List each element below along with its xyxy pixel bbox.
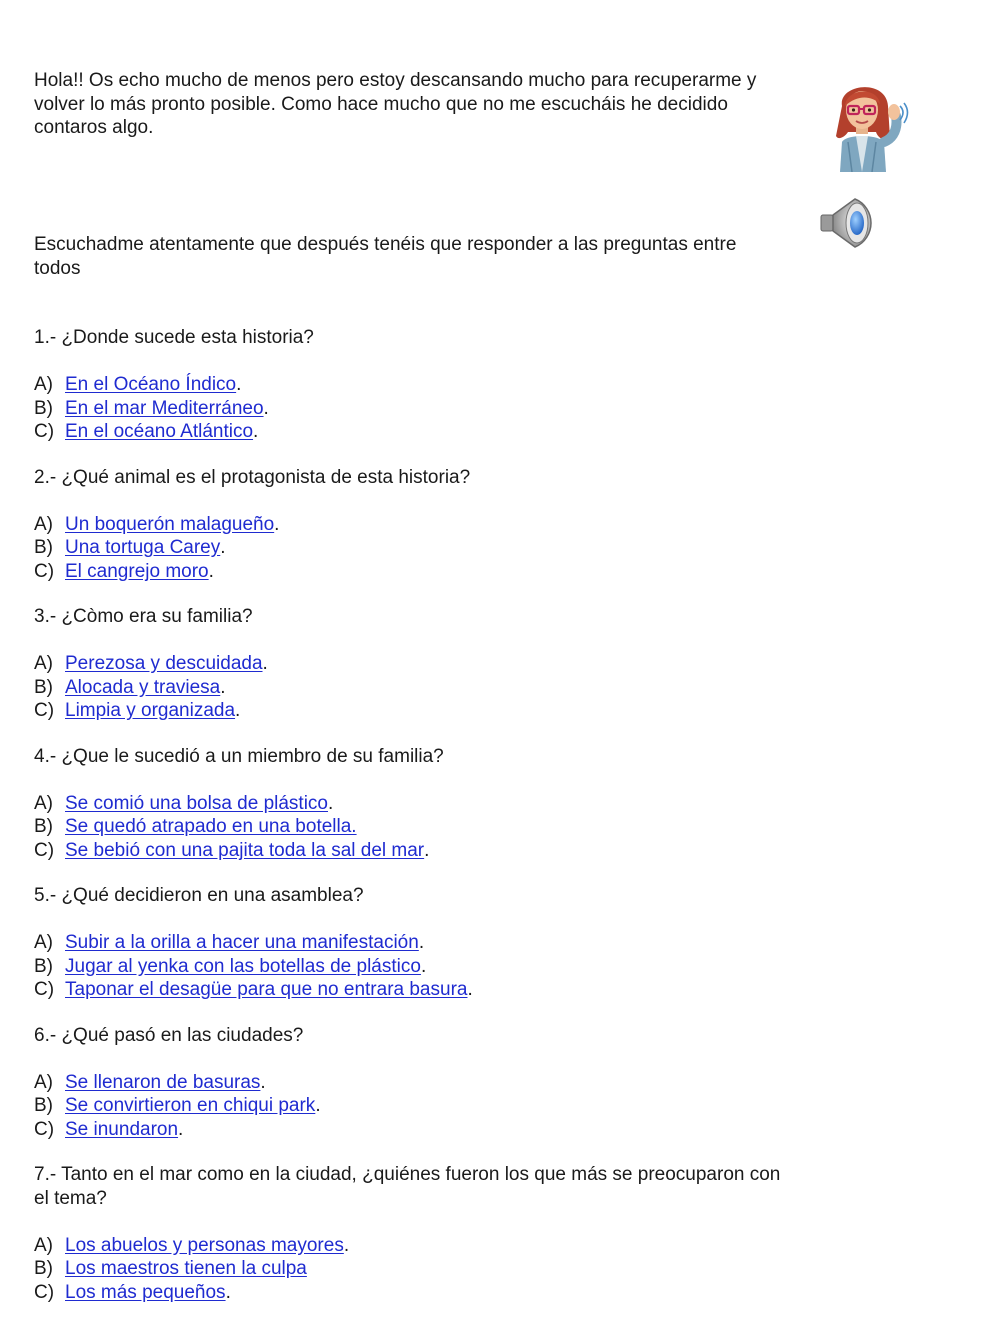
answer-option bbox=[34, 536, 794, 560]
question-block bbox=[34, 1024, 794, 1142]
option-letter: A) bbox=[34, 792, 53, 814]
option-suffix: . bbox=[253, 421, 259, 442]
option-suffix: . bbox=[225, 1281, 231, 1303]
answer-option bbox=[34, 373, 794, 397]
question-block bbox=[34, 884, 794, 1002]
teacher-avatar-icon bbox=[828, 76, 910, 172]
option-letter: A) bbox=[34, 1071, 53, 1093]
option-letter: C) bbox=[34, 1118, 55, 1140]
answer-link[interactable]: Se bebió con una pajita toda la sal del mar bbox=[65, 839, 425, 861]
answer-option bbox=[34, 513, 794, 537]
answer-option bbox=[34, 652, 794, 676]
answer-option bbox=[34, 560, 794, 584]
option-letter: C) bbox=[34, 839, 55, 861]
option-suffix: . bbox=[420, 955, 427, 977]
option-letter: C) bbox=[34, 1281, 55, 1303]
option-letter: B) bbox=[34, 1258, 53, 1279]
option-letter: C) bbox=[34, 979, 55, 1000]
option-letter: C) bbox=[34, 560, 55, 582]
option-suffix: . bbox=[236, 374, 242, 395]
question-text: 1.- ¿Donde sucede esta historia? bbox=[34, 327, 314, 348]
option-letter: B) bbox=[34, 537, 53, 558]
question-block bbox=[34, 745, 794, 863]
option-suffix: . bbox=[343, 1234, 350, 1256]
question-block bbox=[34, 326, 794, 444]
question-list bbox=[34, 326, 794, 1326]
option-suffix: . bbox=[208, 560, 214, 582]
option-suffix: . bbox=[328, 792, 334, 814]
answer-option bbox=[34, 931, 794, 955]
question-block bbox=[34, 466, 794, 584]
answer-link[interactable]: Se comió una bolsa de plástico bbox=[65, 792, 328, 814]
answer-option bbox=[34, 1257, 794, 1281]
answer-link[interactable]: Subir a la orilla a hacer una manifestación bbox=[65, 932, 419, 953]
answer-link[interactable]: Un boquerón malagueño bbox=[65, 513, 275, 535]
question-block bbox=[34, 1163, 794, 1304]
option-letter: B) bbox=[34, 816, 53, 837]
answer-option bbox=[34, 1071, 794, 1095]
answer-option bbox=[34, 397, 794, 421]
option-letter: B) bbox=[34, 1095, 53, 1116]
instruction-text: Escuchadme atentamente que después tenéis que responder a las preguntas entre todos bbox=[34, 234, 737, 279]
question-text: 3.- ¿Còmo era su familia? bbox=[34, 606, 253, 627]
answer-option bbox=[34, 1094, 794, 1118]
intro-text: Hola!! Os echo mucho de menos pero estoy descansando mucho para recuperarme y volver lo más pronto posible. Como hace mucho que no me escucháis he decidido contaros algo. bbox=[34, 70, 757, 138]
answer-option bbox=[34, 839, 794, 863]
option-letter: A) bbox=[34, 374, 53, 395]
answer-option bbox=[34, 1281, 794, 1305]
question-text: 4.- ¿Que le sucedió a un miembro de su familia? bbox=[34, 745, 444, 767]
question-text: 7.- Tanto en el mar como en la ciudad, ¿quiénes fueron los que más se preocuparon con el tema? bbox=[34, 1164, 781, 1209]
option-letter: B) bbox=[34, 397, 53, 419]
answer-option bbox=[34, 815, 794, 839]
question-text: 5.- ¿Qué decidieron en una asamblea? bbox=[34, 885, 364, 906]
question-block bbox=[34, 605, 794, 723]
answer-option bbox=[34, 955, 794, 979]
option-suffix: . bbox=[260, 1071, 266, 1093]
answer-link[interactable]: En el océano Atlántico bbox=[65, 421, 254, 442]
option-suffix: . bbox=[178, 1118, 184, 1140]
answer-option bbox=[34, 420, 794, 444]
answer-link[interactable]: Una tortuga Carey bbox=[65, 537, 221, 558]
answer-link[interactable]: Taponar el desagüe para que no entrara basura bbox=[65, 979, 468, 1000]
option-suffix: . bbox=[315, 1095, 321, 1116]
option-letter: B) bbox=[34, 955, 53, 977]
option-suffix: . bbox=[220, 537, 226, 558]
option-letter: A) bbox=[34, 932, 53, 953]
option-letter: C) bbox=[34, 421, 55, 442]
answer-option bbox=[34, 676, 794, 700]
answer-link[interactable]: Se quedó atrapado en una botella. bbox=[65, 816, 357, 837]
answer-link[interactable]: Se convirtieron en chiqui park bbox=[65, 1095, 316, 1116]
question-text: 6.- ¿Qué pasó en las ciudades? bbox=[34, 1024, 304, 1046]
option-suffix: . bbox=[263, 397, 269, 419]
answer-option bbox=[34, 978, 794, 1002]
question-text: 2.- ¿Qué animal es el protagonista de esta historia? bbox=[34, 466, 471, 488]
answer-link[interactable]: Limpia y organizada bbox=[65, 700, 236, 721]
option-letter: C) bbox=[34, 700, 55, 721]
option-letter: A) bbox=[34, 653, 53, 674]
speaker-icon[interactable] bbox=[817, 193, 877, 253]
option-letter: A) bbox=[34, 1234, 53, 1256]
answer-link[interactable]: Los maestros tienen la culpa bbox=[65, 1258, 307, 1279]
answer-link[interactable]: En el Océano Índico bbox=[65, 374, 237, 395]
answer-option bbox=[34, 1234, 794, 1258]
answer-link[interactable]: Alocada y traviesa bbox=[65, 676, 221, 698]
option-suffix: . bbox=[418, 932, 425, 953]
answer-link[interactable]: El cangrejo moro bbox=[65, 560, 209, 582]
option-suffix: . bbox=[220, 676, 226, 698]
answer-link[interactable]: En el mar Mediterráneo bbox=[65, 397, 264, 419]
answer-link[interactable]: Jugar al yenka con las botellas de plástico bbox=[65, 955, 421, 977]
answer-link[interactable]: Los más pequeños bbox=[65, 1281, 226, 1303]
option-suffix: . bbox=[274, 513, 280, 535]
option-suffix: . bbox=[235, 700, 241, 721]
option-letter: A) bbox=[34, 513, 53, 535]
answer-option bbox=[34, 699, 794, 723]
answer-link[interactable]: Se inundaron bbox=[65, 1118, 179, 1140]
option-suffix: . bbox=[262, 653, 268, 674]
option-suffix: . bbox=[424, 839, 430, 861]
answer-link[interactable]: Perezosa y descuidada bbox=[65, 653, 263, 674]
answer-link[interactable]: Los abuelos y personas mayores bbox=[65, 1234, 344, 1256]
answer-option bbox=[34, 1118, 794, 1142]
answer-option bbox=[34, 792, 794, 816]
option-letter: B) bbox=[34, 676, 53, 698]
option-suffix: . bbox=[467, 979, 473, 1000]
answer-link[interactable]: Se llenaron de basuras bbox=[65, 1071, 261, 1093]
